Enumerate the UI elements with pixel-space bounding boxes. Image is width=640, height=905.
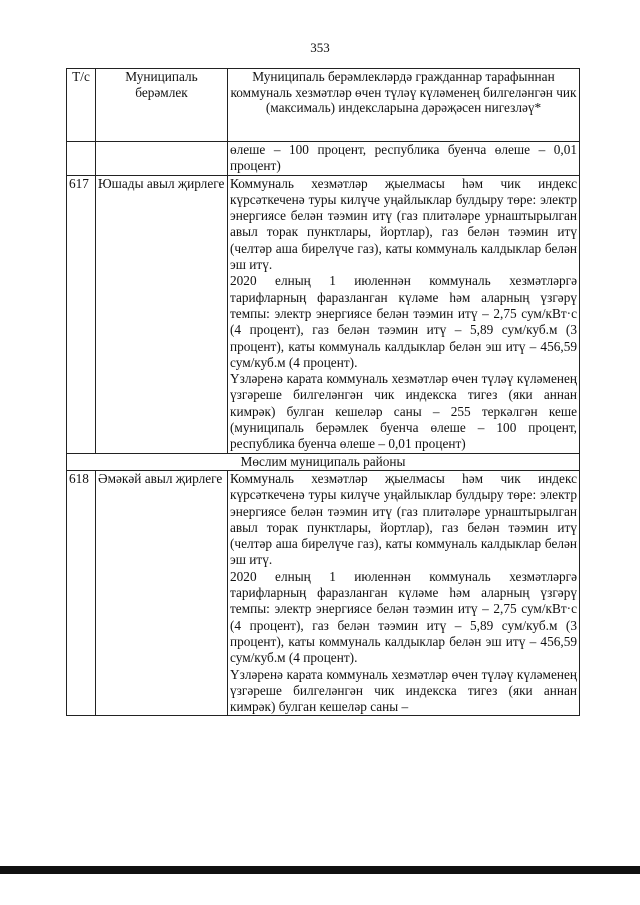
row-municipality: Юшады авыл җирлеге	[96, 175, 228, 453]
row-paragraph: Үзләренә карата коммуналь хезмәтләр өчен түләү күләменең үзгәреше билгеләнгән чик индекска тигез (яки аннан кимрәк) булган кешеләр саны –	[230, 666, 577, 715]
row-paragraph: 2020 елның 1 июленнән коммуналь хезмәтләргә тарифларның фаразланган күләме һәм аларның үзгәрү темпы: электр энергиясе белән тәэмин итү – 2,75 сум/кВт·с (4 процент), газ белән тәэмин итү – 5,89 сум/куб.м (3 процент), каты коммуналь калдыклар белән эш итү – 456,59 сум/куб.м (4 процент).	[230, 273, 577, 370]
row-paragraph: Коммуналь хезмәтләр җыелмасы һәм чик индекс күрсәткеченә туры килүче уңайлыклар булдыру төре: электр энергиясе белән тәэмин итү (газ плитәләре урнаштырылган авыл торак пунктлары, йортлар), газ белән тәэмин итү (челтәр аша бирелүче газ), каты коммуналь калдыклар белән эш итү.	[230, 175, 577, 273]
row-paragraph: Коммуналь хезмәтләр җыелмасы һәм чик индекс күрсәткеченә туры килүче уңайлыклар булдыру төре: электр энергиясе белән тәэмин итү (газ плитәләре урнаштырылган авыл торак пунктлары, йортлар), газ белән тәэмин итү (челтәр аша бирелүче газ), каты коммуналь калдыклар белән эш итү.	[230, 470, 577, 568]
table-row-continuation	[67, 142, 580, 176]
header-justification: Муниципаль берәмлекләрдә гражданнар тарафыннан коммуналь хезмәтләр өчен түләү күләменең билгеләнгән чик (максималь) индексларына дәрәҗәсен нигезләү*	[228, 69, 580, 142]
cell-empty-name	[96, 142, 228, 176]
page-number: 353	[310, 40, 330, 55]
row-paragraph: Үзләренә карата коммуналь хезмәтләр өчен түләү күләменең үзгәреше билгеләнгән чик индекска тигез (яки аннан кимрәк) булган кешеләр саны – 255 теркәлгән кеше (муниципаль берәмлек буенча өлеше – 100 процент, республика буенча өлеше – 0,01 процент)	[230, 371, 577, 452]
table-row	[67, 470, 580, 715]
continuation-text: өлеше – 100 процент, республика буенча өлеше – 0,01 процент)	[228, 142, 580, 176]
section-title: Мөслим муниципаль районы	[67, 453, 580, 470]
scan-bottom-edge	[0, 866, 640, 874]
table-row	[67, 175, 580, 453]
row-description	[228, 470, 580, 715]
row-municipality: Әмәкәй авыл җирлеге	[96, 470, 228, 715]
cell-empty-number	[67, 142, 96, 176]
section-row	[67, 453, 580, 470]
table-header-row	[67, 69, 580, 142]
row-paragraph: 2020 елның 1 июленнән коммуналь хезмәтләргә тарифларның фаразланган күләме һәм аларның үзгәрү темпы: электр энергиясе белән тәэмин итү – 2,75 сум/кВт·с (4 процент), газ белән тәэмин итү – 5,89 сум/куб.м (3 процент), каты коммуналь калдыклар белән эш итү – 456,59 сум/куб.м (4 процент).	[230, 568, 577, 666]
row-description	[228, 175, 580, 453]
row-number: 617	[67, 175, 96, 453]
header-number: Т/с	[67, 69, 96, 142]
header-municipality: Муниципаль берәмлек	[96, 69, 228, 142]
index-table	[66, 68, 580, 716]
row-number: 618	[67, 470, 96, 715]
